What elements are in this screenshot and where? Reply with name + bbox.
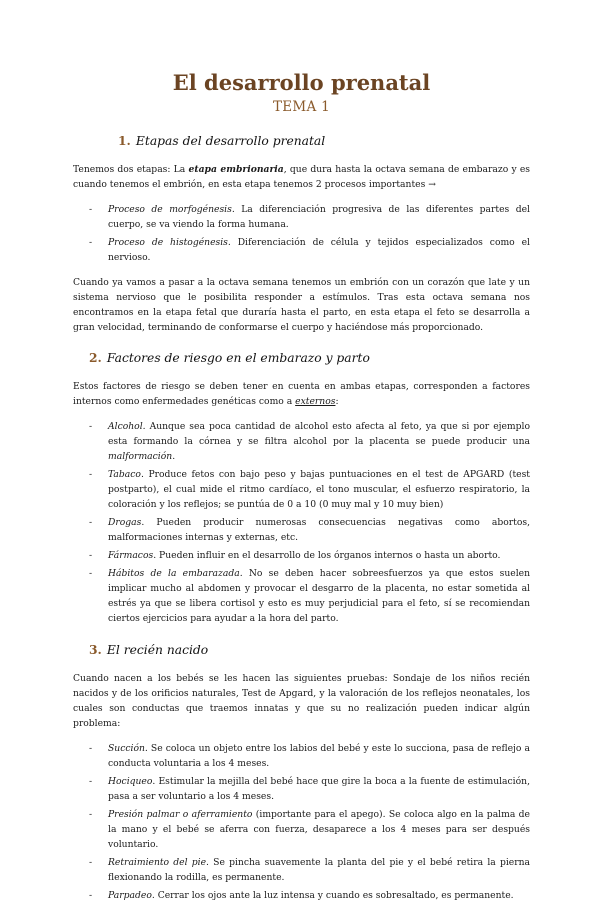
item-term: Succión <box>108 743 145 754</box>
section-1-intro <box>73 162 530 192</box>
bullet-dash: - <box>89 568 93 579</box>
intro-text: , que dura hasta la octava semana de embarazo y es cuando tenemos el embrión, en esta etapa tenemos 2 procesos importantes → <box>73 164 531 190</box>
bullet-dash: - <box>89 421 93 432</box>
item-text: . No se deben hacer sobreesfuerzos ya que estos suelen implicar mucho al abdomen y provocar el desgarro de la placenta, no estar sometida al estrés ya que se libera cortisol y esto es muy perjudicial para el feto, sí se recomiendan ciertos ejercicios para ayudar a la hora del parto. <box>108 568 530 624</box>
list-item <box>73 202 530 232</box>
item-term: Fármacos <box>108 550 154 561</box>
section-1-heading <box>73 133 530 148</box>
document-page <box>73 70 530 906</box>
intro-text: : <box>335 396 339 407</box>
document-title: El desarrollo prenatal <box>172 70 431 95</box>
bullet-dash: - <box>89 469 93 480</box>
list-item <box>73 774 530 804</box>
item-text: . Pueden producir numerosas consecuencias negativas como abortos, malformaciones internas y externas, etc. <box>108 517 530 543</box>
section-2-title: Factores de riesgo en el embarazo y parto <box>106 351 370 365</box>
section-3-intro: Cuando nacen a los bebés se les hacen las siguientes pruebas: Sondaje de los niños recién nacidos y de los orificios naturales, Test de Apgard, y la valoración de los reflejos neonatales, los cuales son conductas que traemos innatas y que su no realización pueden indicar algún problema: <box>73 673 530 729</box>
section-1-list <box>73 202 530 265</box>
item-term: Hociqueo <box>108 776 153 787</box>
list-item <box>73 741 530 771</box>
bullet-dash: - <box>89 237 93 248</box>
section-1-title: Etapas del desarrollo prenatal <box>135 134 326 148</box>
intro-term: etapa embrionaria <box>188 164 284 175</box>
list-item <box>73 807 530 852</box>
item-term: Proceso de histogénesis <box>108 237 228 248</box>
item-text: (importante para el apego). Se coloca algo en la palma de la mano y el bebé se aferra con fuerza, desaparece a los 4 meses para ser después voluntario. <box>108 809 530 850</box>
bullet-dash: - <box>89 890 93 901</box>
item-text: . Se coloca un objeto entre los labios del bebé y este lo succiona, pasa de reflejo a conducta voluntaria a los 4 meses. <box>108 743 530 769</box>
item-term: Hábitos de la embarazada <box>108 568 240 579</box>
bullet-dash: - <box>89 550 93 561</box>
item-term: Proceso de morfogénesis <box>108 204 232 215</box>
section-3-list <box>73 741 530 903</box>
section-2-intro <box>73 379 530 409</box>
section-3-number: 3. <box>89 642 102 657</box>
bullet-dash: - <box>89 809 93 820</box>
item-term: Alcohol <box>108 421 143 432</box>
list-item <box>73 235 530 265</box>
item-text: . Cerrar los ojos ante la luz intensa y cuando es sobresaltado, es permanente. <box>151 890 514 901</box>
list-item <box>73 855 530 885</box>
intro-term: externos <box>295 396 336 407</box>
bullet-dash: - <box>89 776 93 787</box>
item-text: . Aunque sea poca cantidad de alcohol esto afecta al feto, ya que si por ejemplo esta formando la córnea y se filtra alcohol por la placenta se puede producir una <box>108 421 530 447</box>
section-2-heading <box>73 350 530 365</box>
section-1-closing: Cuando ya vamos a pasar a la octava semana tenemos un embrión con un corazón que late y un sistema nervioso que le posibilita responder a estímulos. Tras esta octava semana nos encontramos en la etapa fetal que duraría hasta el parto, en esta etapa el feto se desarrolla a gran velocidad, terminando de conformarse el cuerpo y haciéndose más proporcionado. <box>73 277 530 333</box>
list-item <box>73 467 530 512</box>
item-term: Tabaco <box>108 469 141 480</box>
item-text: . Produce fetos con bajo peso y bajas puntuaciones en el test de APGARD (test postparto), el cual mide el ritmo cardíaco, el tono muscular, el esfuerzo respiratorio, la coloración y los reflejos; se puntúa de 0 a 10 (0 muy mal y 10 muy bien) <box>108 469 530 510</box>
item-text: . <box>172 451 176 462</box>
item-term: Parpadeo <box>108 890 152 901</box>
bullet-dash: - <box>89 743 93 754</box>
section-1-number: 1. <box>118 133 131 148</box>
list-item <box>73 888 530 903</box>
bullet-dash: - <box>89 517 93 528</box>
list-item <box>73 419 530 464</box>
section-3-heading <box>73 642 530 657</box>
list-item <box>73 548 530 563</box>
item-text: . La diferenciación progresiva de las diferentes partes del cuerpo, se va viendo la forma humana. <box>108 204 530 230</box>
intro-text: Tenemos dos etapas: La <box>73 164 189 175</box>
item-text: . Se pincha suavemente la planta del pie y el bebé retira la pierna flexionando la rodilla, es permanente. <box>108 857 530 883</box>
bullet-dash: - <box>89 857 93 868</box>
section-3-title: El recién nacido <box>106 643 209 657</box>
list-item <box>73 515 530 545</box>
bullet-dash: - <box>89 204 93 215</box>
item-text: . Pueden influir en el desarrollo de los órganos internos o hasta un aborto. <box>153 550 501 561</box>
item-text: . Diferenciación de célula y tejidos especializados como el nervioso. <box>108 237 530 263</box>
item-term: malformación <box>108 451 173 462</box>
section-2-list <box>73 419 530 626</box>
item-term: Retraimiento del pie <box>108 857 207 868</box>
item-term: Presión palmar o aferramiento <box>108 809 253 820</box>
intro-text: Estos factores de riesgo se deben tener en cuenta en ambas etapas, corresponden a factores internos como enfermedades genéticas como a <box>73 381 530 407</box>
item-text: . Estimular la mejilla del bebé hace que gire la boca a la fuente de estimulación, pasa a ser voluntario a los 4 meses. <box>108 776 530 802</box>
section-2-number: 2. <box>89 350 102 365</box>
list-item <box>73 566 530 626</box>
item-term: Drogas <box>108 517 142 528</box>
document-subtitle: TEMA 1 <box>272 99 331 115</box>
